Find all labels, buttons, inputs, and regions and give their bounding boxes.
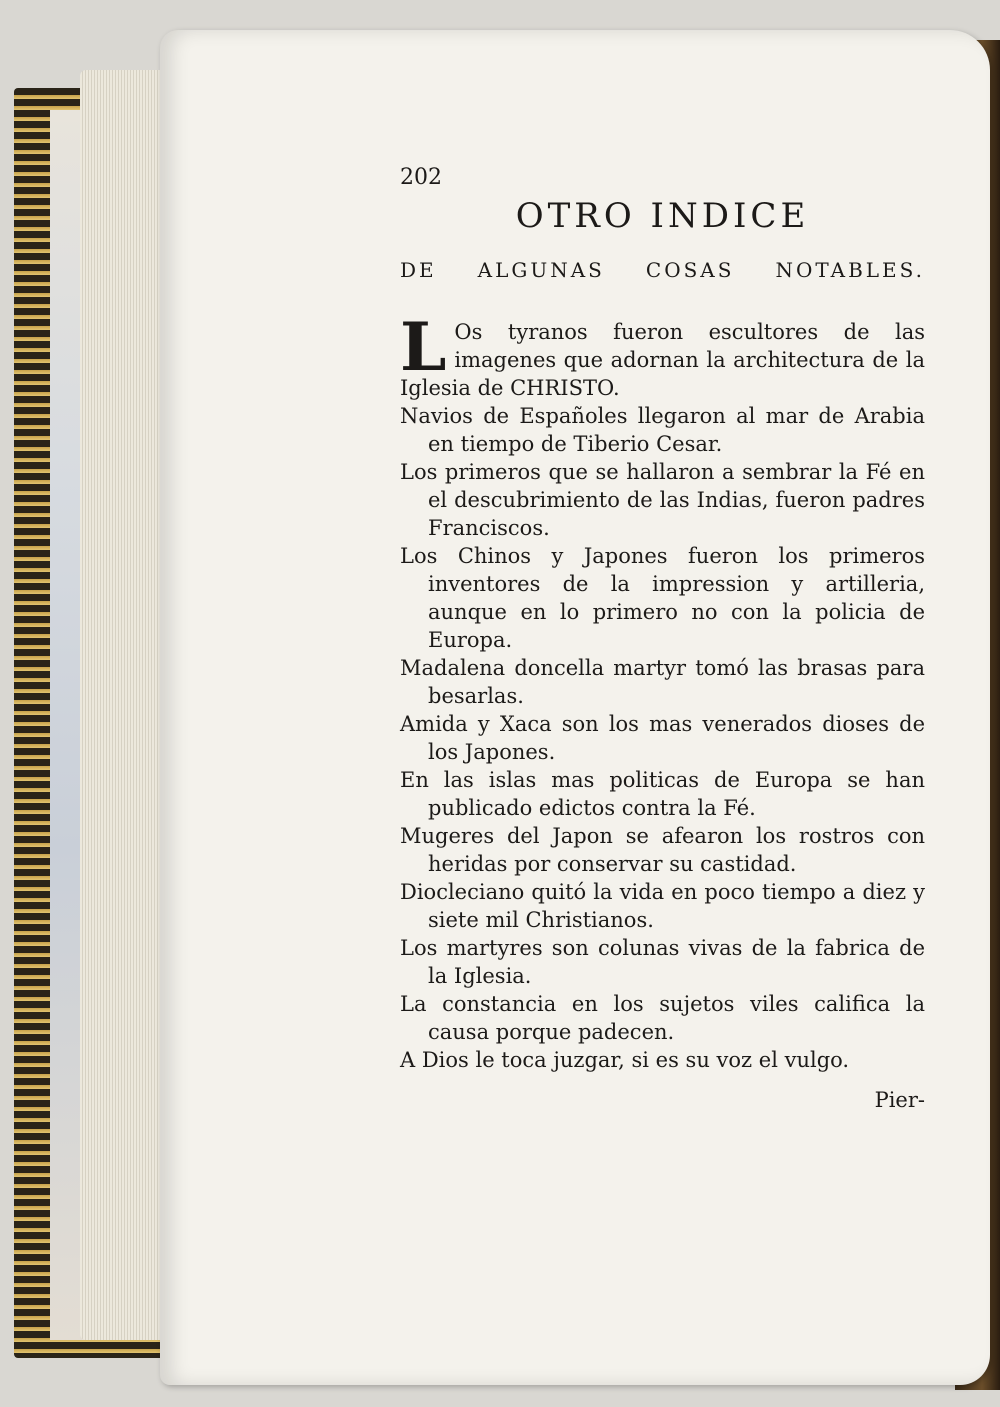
index-entry: La constancia en los sujetos viles califica la causa porque padecen.	[400, 992, 925, 1044]
catchword: Pier-	[874, 1088, 925, 1112]
index-entry: Los martyres son colunas vivas de la fabrica de la Iglesia.	[400, 936, 925, 988]
drop-cap: L	[400, 308, 447, 386]
index-entry: Los Chinos y Japones fueron los primeros inventores de la impression y artilleria, aunque en lo primero no con la policia de Europa.	[400, 544, 925, 652]
page-title: OTRO INDICE	[515, 196, 810, 236]
index-entry: Madalena doncella martyr tomó las brasas para besarlas.	[400, 656, 925, 708]
index-entry: En las islas mas politicas de Europa se han publicado edictos contra la Fé.	[400, 768, 925, 820]
index-entry: A Dios le toca juzgar, si es su voz el vulgo.	[400, 1048, 850, 1072]
page-subtitle: DE ALGUNAS COSAS NOTABLES.	[400, 258, 925, 282]
index-entry: Navios de Españoles llegaron al mar de Arabia en tiempo de Tiberio Cesar.	[400, 404, 925, 456]
page-text	[400, 165, 925, 1112]
index-entry: Diocleciano quitó la vida en poco tiempo a diez y siete mil Christianos.	[400, 880, 925, 932]
page-number: 202	[400, 165, 442, 190]
index-entry-text: Os tyranos fueron escultores de las imagenes que adornan la architectura de la Iglesia de CHRISTO.	[400, 320, 925, 400]
index-entry: Amida y Xaca son los mas venerados dioses de los Japones.	[400, 712, 925, 764]
index-entry	[400, 308, 925, 402]
index-entry: Los primeros que se hallaron a sembrar la Fé en el descubrimiento de las Indias, fueron padres Franciscos.	[400, 460, 925, 540]
index-entry: Mugeres del Japon se afearon los rostros con heridas por conservar su castidad.	[400, 824, 925, 876]
